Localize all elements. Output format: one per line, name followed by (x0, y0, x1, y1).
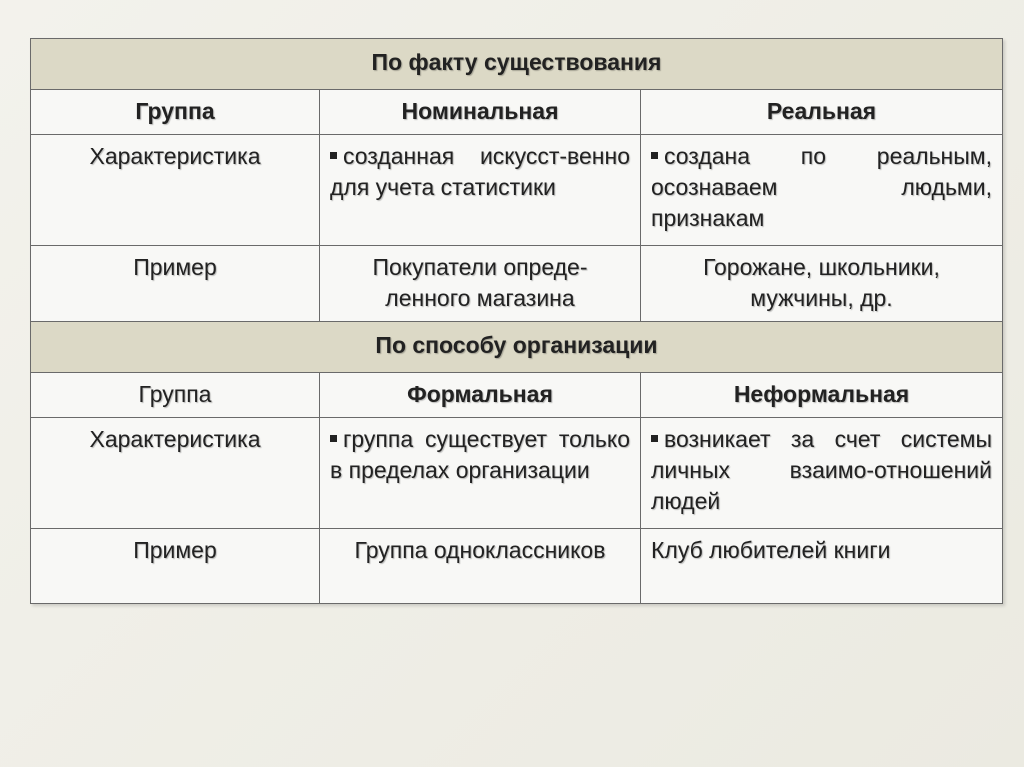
characteristic-label: Характеристика (31, 418, 320, 529)
group-type-1: Формальная (320, 373, 641, 418)
group-type-1: Номинальная (320, 90, 641, 135)
bullet-icon (330, 152, 337, 159)
characteristic-cell-1 (320, 418, 641, 529)
bullet-icon (651, 435, 658, 442)
characteristic-text: созданная искусст-венно для учета статистики (330, 143, 630, 200)
example-cell-2: Клуб любителей книги (641, 529, 1003, 604)
section-title: По факту существования (31, 39, 1003, 90)
characteristic-cell-2 (641, 418, 1003, 529)
characteristic-cell-1 (320, 135, 641, 246)
section-title: По способу организации (31, 322, 1003, 373)
characteristic-cell-2 (641, 135, 1003, 246)
group-row (31, 373, 1003, 418)
characteristic-text: возникает за счет системы личных взаимо-отношений людей (651, 426, 992, 514)
example-cell-1: Группа одноклассников (320, 529, 641, 604)
characteristic-row (31, 418, 1003, 529)
bullet-icon (651, 152, 658, 159)
example-cell-1: Покупатели опреде-ленного магазина (320, 246, 641, 322)
characteristic-text: группа существует только в пределах организации (330, 426, 630, 483)
example-cell-2: Горожане, школьники, мужчины, др. (641, 246, 1003, 322)
example-row (31, 529, 1003, 604)
group-type-2: Неформальная (641, 373, 1003, 418)
group-row (31, 90, 1003, 135)
characteristic-text: создана по реальным, осознаваем людьми, признакам (651, 143, 992, 231)
section-header-row (31, 39, 1003, 90)
example-row (31, 246, 1003, 322)
characteristic-label: Характеристика (31, 135, 320, 246)
group-type-2: Реальная (641, 90, 1003, 135)
characteristic-row (31, 135, 1003, 246)
comparison-table (30, 38, 1003, 604)
example-label: Пример (31, 529, 320, 604)
group-label: Группа (31, 90, 320, 135)
example-label: Пример (31, 246, 320, 322)
bullet-icon (330, 435, 337, 442)
section-header-row (31, 322, 1003, 373)
group-label: Группа (31, 373, 320, 418)
